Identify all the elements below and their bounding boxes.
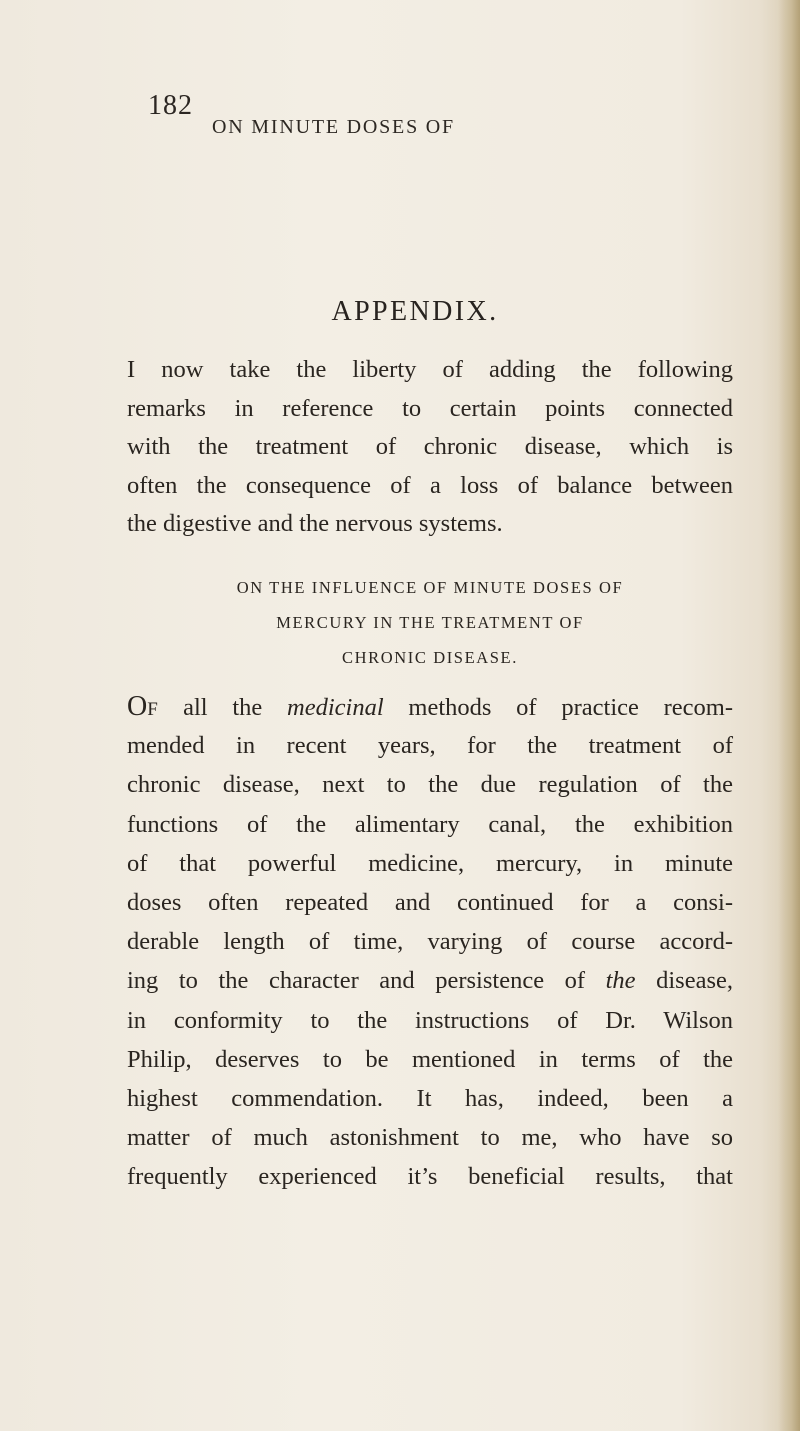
intro-line: with the treatment of chronic disease, which is	[127, 433, 733, 460]
body-line: functions of the alimentary canal, the exhibition	[127, 810, 733, 838]
body-line: frequently experienced it’s beneficial results, that	[127, 1163, 733, 1191]
section-heading	[127, 570, 733, 675]
page-edge-shadow	[778, 0, 800, 1431]
appendix-title: APPENDIX.	[331, 296, 499, 327]
section-heading-line: MERCURY IN THE TREATMENT OF	[276, 613, 584, 632]
intro-line: remarks in reference to certain points connected	[127, 394, 733, 422]
italic-word: the	[605, 967, 636, 995]
body-text-run: disease,	[635, 967, 734, 995]
section-heading-line: ON THE INFLUENCE OF MINUTE DOSES OF	[236, 578, 624, 597]
intro-line: often the consequence of a loss of balance between	[127, 471, 733, 499]
body-line-first	[127, 687, 733, 726]
intro-paragraph	[127, 351, 733, 544]
intro-line: I now take the liberty of adding the following	[127, 356, 733, 383]
dropcap-f: F	[147, 699, 159, 720]
body-text-run: all the	[158, 694, 288, 721]
body-line: in conformity to the instructions of Dr. Wilson	[127, 1006, 733, 1034]
dropcap-o: O	[127, 691, 148, 722]
body-line-italic	[127, 961, 733, 1000]
body-line: derable length of time, varying of course accord-	[127, 928, 733, 956]
body-line: doses often repeated and continued for a consi-	[127, 888, 733, 916]
body-line: highest commendation. It has, indeed, been a	[127, 1084, 733, 1112]
body-line: mended in recent years, for the treatment of	[127, 732, 733, 760]
body-line: Philip, deserves to be mentioned in terms of the	[127, 1045, 733, 1073]
body-line: of that powerful medicine, mercury, in minute	[127, 849, 733, 877]
italic-word: medicinal	[287, 694, 384, 721]
body-line: chronic disease, next to the due regulation of the	[127, 771, 733, 799]
body-line: matter of much astonishment to me, who have so	[127, 1124, 733, 1152]
intro-line: the digestive and the nervous systems.	[127, 510, 503, 537]
running-head: ON MINUTE DOSES OF	[212, 116, 455, 138]
body-paragraph	[127, 687, 733, 1196]
body-text-run: methods of practice recom-	[383, 694, 733, 721]
section-heading-line: CHRONIC DISEASE.	[342, 648, 518, 667]
page-number: 182	[148, 90, 193, 121]
body-text-run: ing to the character and persistence of	[127, 967, 606, 995]
